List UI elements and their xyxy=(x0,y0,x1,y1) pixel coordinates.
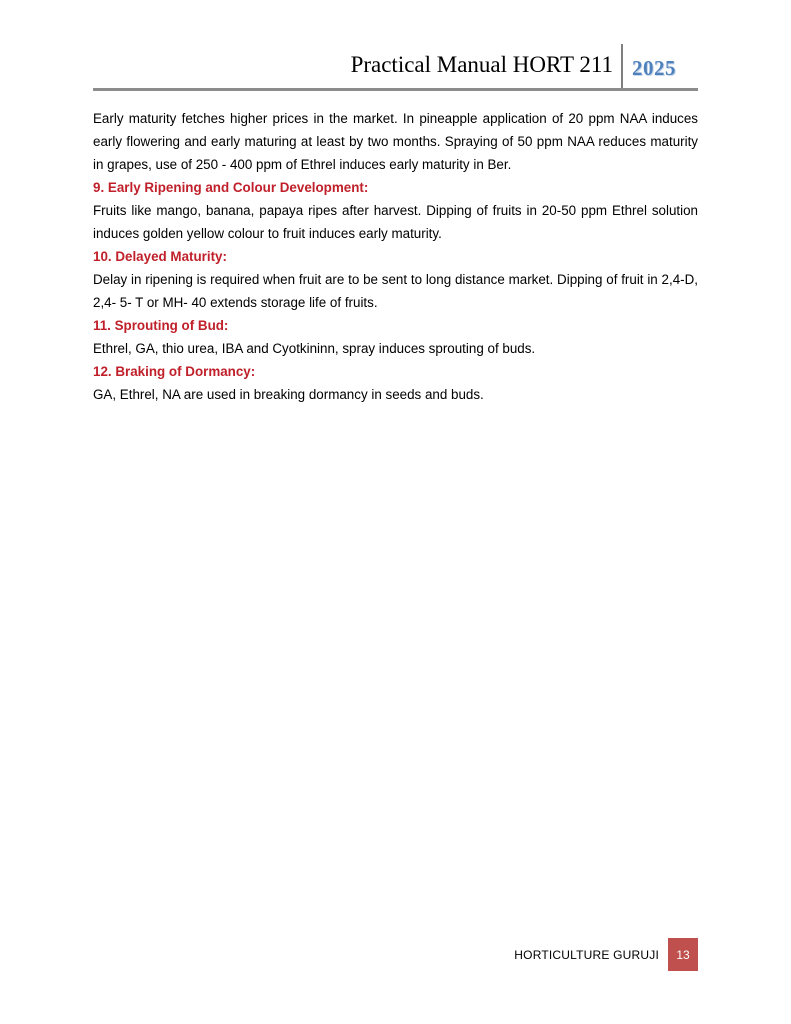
header-year: 2025 xyxy=(632,56,676,80)
section-text-sprouting-of-bud: Ethrel, GA, thio urea, IBA and Cyotkininn, spray induces sprouting of buds. xyxy=(93,341,536,356)
section-text-braking-of-dormancy: GA, Ethrel, NA are used in breaking dormancy in seeds and buds. xyxy=(93,387,484,402)
page-number-badge: 13 xyxy=(668,938,698,971)
section-heading-delayed-maturity: 10. Delayed Maturity: xyxy=(93,249,227,264)
header-rule xyxy=(93,88,698,91)
page-footer xyxy=(514,938,698,971)
section-text-early-ripening: Fruits like mango, banana, papaya ripes after harvest. Dipping of fruits in 20-50 ppm Ethrel solution induces golden yellow colour to fruit induces early maturity. xyxy=(93,203,698,241)
header-title: Practical Manual HORT 211 xyxy=(350,52,613,77)
page-content xyxy=(93,107,698,406)
intro-paragraph: Early maturity fetches higher prices in the market. In pineapple application of 20 ppm NAA induces early flowering and early maturing at least by two months. Spraying of 50 ppm NAA reduces maturity in grapes, use of 250 - 400 ppm of Ethrel induces early maturity in Ber. xyxy=(93,111,698,172)
page-header xyxy=(93,44,698,89)
section-text-delayed-maturity: Delay in ripening is required when fruit are to be sent to long distance market. Dipping of fruit in 2,4-D, 2,4- 5- T or MH- 40 extends storage life of fruits. xyxy=(93,272,698,310)
footer-label: HORTICULTURE GURUJI xyxy=(514,947,659,962)
section-heading-braking-of-dormancy: 12. Braking of Dormancy: xyxy=(93,364,256,379)
header-divider xyxy=(621,44,623,88)
section-heading-sprouting-of-bud: 11. Sprouting of Bud: xyxy=(93,318,229,333)
section-heading-early-ripening: 9. Early Ripening and Colour Development: xyxy=(93,180,369,195)
